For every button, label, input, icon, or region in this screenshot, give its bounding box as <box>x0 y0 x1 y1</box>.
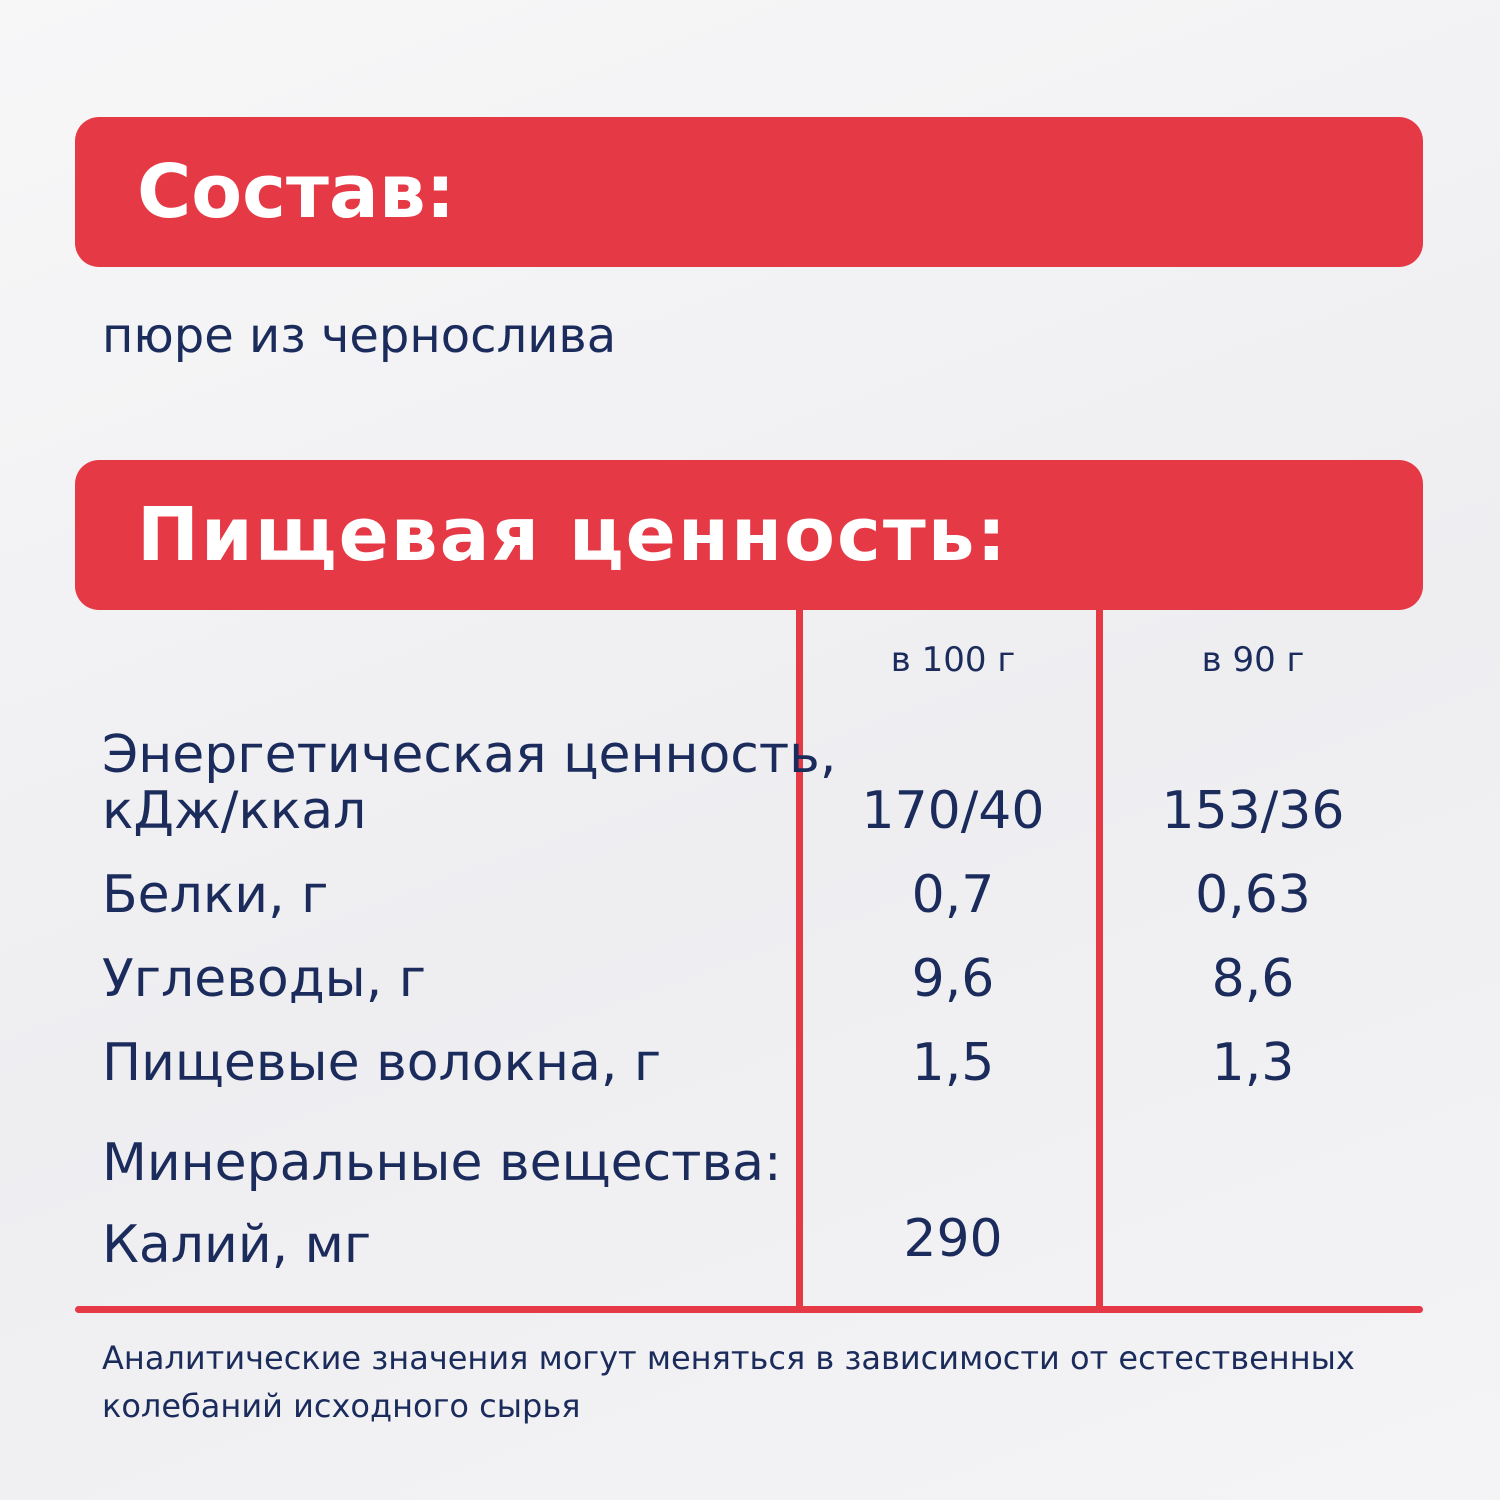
cell-energy-100g: 170/40 <box>861 781 1045 841</box>
cell-carbohydrates-100g: 9,6 <box>911 949 995 1009</box>
cell-energy-90g: 153/36 <box>1161 781 1345 841</box>
row-label-energy: Энергетическая ценность, <box>102 725 837 785</box>
cell-protein-90g: 0,63 <box>1195 865 1311 925</box>
row-label-energy-unit: кДж/ккал <box>102 781 367 841</box>
row-label-fiber: Пищевые волокна, г <box>102 1033 662 1093</box>
cell-fiber-90g: 1,3 <box>1211 1033 1295 1093</box>
nutrition-banner <box>75 460 1423 610</box>
row-label-potassium: Калий, мг <box>102 1215 372 1275</box>
footnote <box>102 1334 1355 1430</box>
cell-fiber-100g: 1,5 <box>911 1033 995 1093</box>
composition-banner <box>75 117 1423 267</box>
row-label-carbohydrates: Углеводы, г <box>102 949 427 1009</box>
table-bottom-rule <box>75 1306 1423 1313</box>
row-label-minerals: Минеральные вещества: <box>102 1133 782 1193</box>
column-header-90g: в 90 г <box>1201 640 1305 680</box>
composition-title: Состав: <box>137 149 456 235</box>
column-header-100g: в 100 г <box>890 640 1016 680</box>
row-label-protein: Белки, г <box>102 865 329 925</box>
column-divider <box>796 604 803 1308</box>
cell-carbohydrates-90g: 8,6 <box>1211 949 1295 1009</box>
cell-potassium-100g: 290 <box>903 1209 1003 1269</box>
cell-protein-100g: 0,7 <box>911 865 995 925</box>
nutrition-title: Пищевая ценность: <box>137 492 1009 578</box>
footnote-line-2: колебаний исходного сырья <box>102 1387 581 1425</box>
footnote-line-1: Аналитические значения могут меняться в зависимости от естественных <box>102 1339 1355 1377</box>
ingredients-text: пюре из чернослива <box>102 308 617 364</box>
